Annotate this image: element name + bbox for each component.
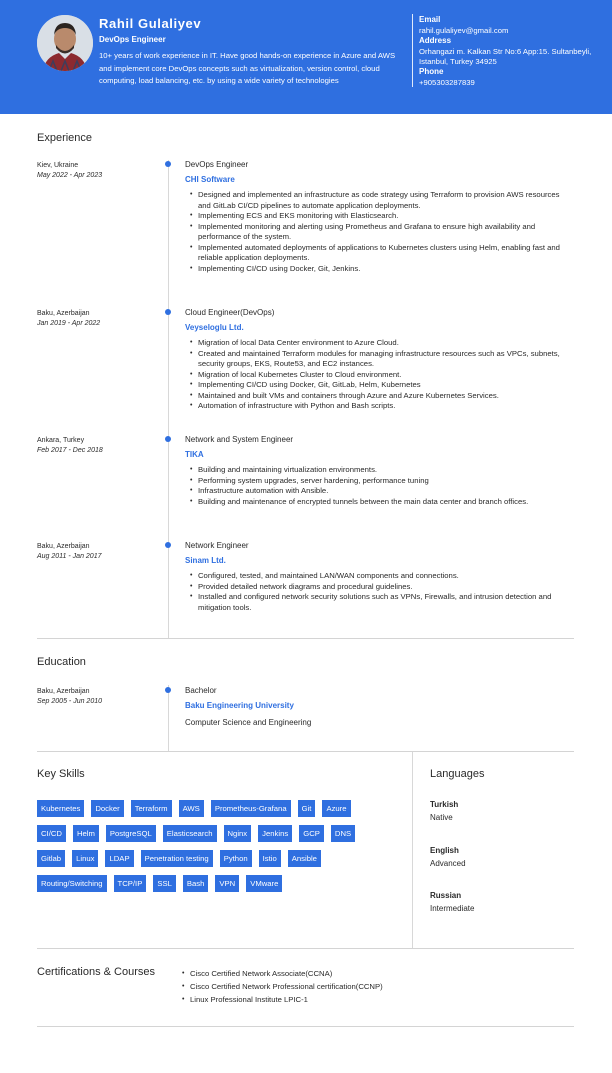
experience-heading: Experience	[37, 132, 93, 144]
job-company: CHI Software	[185, 175, 235, 184]
language-name: Russian	[430, 891, 462, 900]
education-field: Computer Science and Engineering	[185, 718, 312, 727]
resume-header	[0, 0, 612, 114]
skill-tag: GCP	[299, 825, 324, 842]
languages-heading: Languages	[430, 768, 485, 780]
skills-heading: Key Skills	[37, 768, 85, 780]
skill-tag: SSL	[153, 875, 176, 892]
candidate-name: Rahil Gulaliyev	[99, 16, 202, 31]
contact-phone-block	[419, 67, 609, 88]
skill-tag: Git	[298, 800, 316, 817]
phone-label: Phone	[419, 67, 444, 76]
job-location: Baku, Azerbaijan	[37, 543, 90, 550]
skill-tag: Gitlab	[37, 850, 65, 867]
education-dates: Sep 2005 - Jun 2010	[37, 698, 102, 705]
skill-tag: Elasticsearch	[163, 825, 217, 842]
education-school: Baku Engineering University	[185, 701, 294, 710]
skills-list	[37, 798, 389, 898]
experience-timeline	[168, 160, 169, 638]
section-divider	[37, 1026, 574, 1027]
header-divider	[412, 14, 413, 87]
job-dates: Aug 2011 - Jan 2017	[37, 553, 102, 560]
certification-item: • Cisco Certified Network Professional certification(CCNP)	[190, 980, 383, 993]
job-bullet: • Created and maintained Terraform modules for managing infrastructure resources such as VPCs, subnets, security groups, EKS, Route53, and EC2 instances.	[198, 349, 574, 370]
skill-tag: CI/CD	[37, 825, 66, 842]
language-item	[430, 800, 590, 822]
timeline-dot	[165, 161, 171, 167]
job-bullet: • Implemented automated deployments of applications to Kubernetes clusters using Helm, enabling fast and reliable application deployments.	[198, 243, 574, 264]
language-level: Advanced	[430, 859, 466, 868]
skill-tag: Ansible	[288, 850, 321, 867]
skill-tag: Jenkins	[258, 825, 292, 842]
job-bullet: • Infrastructure automation with Ansible.	[198, 486, 574, 497]
timeline-dot	[165, 542, 171, 548]
contact-email-block	[419, 15, 609, 36]
job-dates: Feb 2017 - Dec 2018	[37, 447, 103, 454]
job-bullet: • Implementing ECS and EKS monitoring with Elasticsearch.	[198, 211, 574, 222]
skill-tag: DNS	[331, 825, 355, 842]
language-name: Turkish	[430, 800, 459, 809]
job-bullet: • Maintained and built VMs and containers through Azure and Azure Kubernetes Services.	[198, 391, 574, 402]
skill-tag: Prometheus-Grafana	[211, 800, 291, 817]
email-value[interactable]: rahil.gulaliyev@gmail.com	[419, 25, 509, 35]
job-bullet: • Configured, tested, and maintained LAN/WAN components and connections.	[198, 571, 574, 582]
skill-tag: Terraform	[131, 800, 172, 817]
job-bullet: • Provided detailed network diagrams and procedural guidelines.	[198, 582, 574, 593]
job-bullet: • Installed and configured network security solutions such as VPNs, Firewalls, and intrusion detection and mitigation tools.	[198, 592, 574, 613]
job-title: Cloud Engineer(DevOps)	[185, 308, 275, 317]
job-title: Network Engineer	[185, 541, 249, 550]
column-divider	[412, 752, 413, 949]
education-timeline	[168, 685, 169, 751]
job-bullet: • Implementing CI/CD using Docker, Git, Jenkins.	[198, 264, 574, 275]
skill-tag: LDAP	[105, 850, 133, 867]
language-name: English	[430, 846, 459, 855]
email-label: Email	[419, 15, 441, 24]
skill-tag: Kubernetes	[37, 800, 84, 817]
certification-item: • Cisco Certified Network Associate(CCNA)	[190, 967, 383, 980]
job-dates: Jan 2019 - Apr 2022	[37, 320, 101, 327]
skill-tag: Nginx	[224, 825, 252, 842]
skill-tag: Istio	[259, 850, 281, 867]
skill-tag: Docker	[91, 800, 123, 817]
profile-photo	[37, 15, 93, 71]
job-bullets	[198, 190, 574, 274]
skill-tag: VMware	[246, 875, 282, 892]
education-degree: Bachelor	[185, 686, 217, 695]
section-divider	[37, 751, 574, 752]
job-bullet: • Implementing CI/CD using Docker, Git, GitLab, Helm, Kubernetes	[198, 380, 574, 391]
job-company: Sinam Ltd.	[185, 556, 226, 565]
address-label: Address	[419, 36, 452, 45]
job-bullet: • Migration of local Data Center environment to Azure Cloud.	[198, 338, 574, 349]
job-location: Ankara, Turkey	[37, 437, 85, 444]
address-value: Orhangazi m. Kalkan Str No:6 App:15. Sultanbeyli, Istanbul, Turkey 34925	[419, 46, 592, 66]
certifications-heading: Certifications & Courses	[37, 966, 155, 978]
job-bullet: • Designed and implemented an infrastructure as code strategy using Terraform to provision AWS resources and GitLab CI/CD pipelines to automate application deployments.	[198, 190, 574, 211]
skill-tag: PostgreSQL	[106, 825, 156, 842]
skill-tag: Helm	[73, 825, 99, 842]
education-location: Baku, Azerbaijan	[37, 688, 90, 695]
timeline-dot	[165, 436, 171, 442]
education-heading: Education	[37, 656, 86, 668]
language-level: Native	[430, 813, 453, 822]
job-bullet: • Building and maintenance of encrypted tunnels between the main data center and branch offices.	[198, 497, 574, 508]
job-bullet: • Performing system upgrades, server hardening, performance tuning	[198, 476, 574, 487]
certifications-list	[190, 967, 383, 1006]
section-divider	[37, 948, 574, 949]
profile-summary: 10+ years of work experience in IT. Have good hands-on experience in Azure and AWS and implement core DevOps concepts such as virtualization, version control, cloud computing, load balancing, etc. by using a wide variety of technologies	[99, 51, 396, 85]
job-title: DevOps Engineer	[185, 160, 249, 169]
job-dates: May 2022 - Apr 2023	[37, 172, 103, 179]
skill-tag: Linux	[72, 850, 98, 867]
job-company: Veyseloglu Ltd.	[185, 323, 244, 332]
job-bullet: • Building and maintaining virtualization environments.	[198, 465, 574, 476]
skill-tag: TCP/IP	[114, 875, 147, 892]
job-company: TIKA	[185, 450, 204, 459]
job-title: Network and System Engineer	[185, 435, 294, 444]
language-item	[430, 891, 590, 913]
job-location: Baku, Azerbaijan	[37, 310, 90, 317]
job-bullets	[198, 465, 574, 507]
phone-value[interactable]: +905303287839	[419, 77, 475, 87]
job-location: Kiev, Ukraine	[37, 162, 79, 169]
language-level: Intermediate	[430, 904, 475, 913]
language-item	[430, 846, 590, 868]
timeline-dot	[165, 309, 171, 315]
contact-address-block	[419, 36, 609, 68]
candidate-role: DevOps Engineer	[99, 35, 166, 44]
certification-item: • Linux Professional Institute LPIC-1	[190, 993, 383, 1006]
skill-tag: Routing/Switching	[37, 875, 107, 892]
timeline-dot	[165, 687, 171, 693]
skill-tag: VPN	[215, 875, 239, 892]
skill-tag: AWS	[179, 800, 204, 817]
job-bullet: • Migration of local Kubernetes Cluster to Cloud environment.	[198, 370, 574, 381]
section-divider	[37, 638, 574, 639]
skill-tag: Penetration testing	[141, 850, 213, 867]
skill-tag: Python	[220, 850, 252, 867]
job-bullet: • Implemented monitoring and alerting using Prometheus and Grafana to ensure high availability and performance of the system.	[198, 222, 574, 243]
skill-tag: Bash	[183, 875, 209, 892]
job-bullets	[198, 338, 574, 412]
job-bullets	[198, 571, 574, 613]
job-bullet: • Automation of infrastructure with Python and Bash scripts.	[198, 401, 574, 412]
skill-tag: Azure	[322, 800, 350, 817]
